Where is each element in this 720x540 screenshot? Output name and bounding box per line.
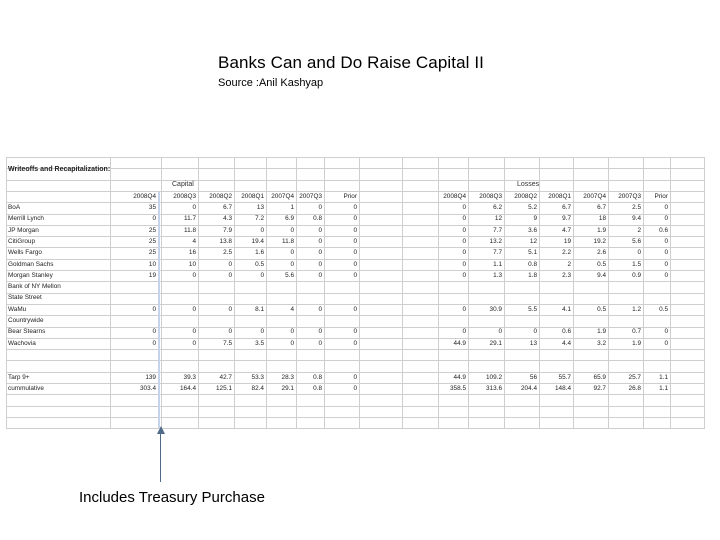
capital-value: 0 (260, 328, 264, 336)
losses-value: 0 (462, 237, 466, 245)
losses-value: 19.2 (593, 237, 606, 245)
losses-value: 5.2 (528, 204, 537, 211)
capital-value: 0 (318, 271, 322, 279)
slide-title: Banks Can and Do Raise Capital II (218, 53, 484, 72)
losses-value: 7.7 (493, 226, 502, 234)
capital-value: 0 (192, 271, 196, 279)
capital-value: 0 (318, 305, 322, 313)
losses-period-header: 2008Q3 (479, 193, 502, 200)
capital-value: 0 (228, 271, 232, 279)
grid-line-h (6, 191, 704, 192)
capital-value: 0 (353, 373, 357, 381)
capital-value: 0 (318, 249, 322, 257)
capital-period-header: 2008Q4 (133, 193, 156, 200)
losses-value: 358.5 (450, 384, 466, 392)
capital-value: 0 (290, 339, 294, 347)
losses-value: 92.7 (593, 384, 606, 392)
losses-value: 2 (567, 260, 571, 268)
capital-value: 0 (152, 215, 156, 223)
losses-value: 26.8 (628, 384, 641, 392)
losses-value: 0.8 (528, 260, 537, 268)
capital-value: 0 (318, 328, 322, 336)
arrow-line (160, 432, 161, 482)
losses-value: 2 (637, 226, 641, 234)
losses-value: 1.1 (493, 260, 502, 268)
losses-value: 0 (462, 204, 466, 211)
losses-value: 1.9 (632, 339, 641, 347)
capital-value: 1 (290, 204, 294, 211)
bank-name: Wells Fargo (8, 249, 42, 257)
losses-value: 0.5 (659, 305, 668, 313)
capital-value: 0 (260, 271, 264, 279)
losses-value: 19 (563, 237, 571, 245)
losses-value: 0.6 (562, 328, 571, 336)
losses-value: 13 (529, 339, 537, 347)
bank-name: Goldman Sachs (8, 260, 54, 268)
losses-value: 7.7 (493, 249, 502, 257)
losses-value: 9 (533, 215, 537, 223)
capital-value: 7.2 (255, 215, 264, 223)
losses-value: 0 (462, 260, 466, 268)
capital-value: 11.7 (184, 215, 196, 223)
capital-period-header: 2007Q4 (271, 193, 294, 200)
bank-name: Morgan Stanley (8, 271, 53, 279)
losses-period-header: 2007Q3 (618, 193, 641, 200)
capital-value: 0 (318, 204, 322, 211)
losses-value: 9.4 (632, 215, 641, 223)
capital-value: 6.9 (285, 215, 294, 223)
selected-column-highlight (158, 192, 160, 428)
capital-value: 0 (318, 226, 322, 234)
capital-value: 0 (192, 305, 196, 313)
losses-value: 0 (664, 237, 668, 245)
losses-value: 44.9 (453, 339, 466, 347)
losses-value: 4.4 (562, 339, 571, 347)
capital-value: 13.8 (219, 237, 232, 245)
capital-value: 0.8 (313, 384, 322, 392)
losses-value: 0 (462, 215, 466, 223)
grid-line-h (6, 180, 704, 181)
losses-value: 0 (637, 249, 641, 257)
losses-value: 0.6 (659, 226, 668, 234)
losses-value: 25.7 (628, 373, 641, 381)
capital-value: 19.4 (251, 237, 264, 245)
bank-name: Bear Stearns (8, 328, 46, 336)
capital-value: 164.4 (180, 384, 196, 392)
capital-value: 0 (290, 260, 294, 268)
slide-source: Source :Anil Kashyap (218, 77, 324, 89)
losses-value: 0 (462, 271, 466, 279)
capital-value: 0 (353, 384, 357, 392)
capital-value: 35 (148, 204, 156, 211)
capital-value: 42.7 (219, 373, 232, 381)
bank-name: Countrywide (8, 317, 44, 324)
losses-value: 0 (498, 328, 502, 336)
capital-value: 11.8 (184, 226, 196, 234)
grid-line-h (6, 168, 704, 169)
capital-value: 0 (192, 328, 196, 336)
grid-line-h (6, 281, 704, 282)
capital-value: 7.5 (223, 339, 232, 347)
losses-section-label: Losses (517, 181, 540, 188)
capital-value: 0 (353, 226, 357, 234)
capital-value: 139 (145, 373, 156, 381)
capital-value: 29.1 (281, 384, 294, 392)
capital-section-label: Capital (172, 181, 194, 188)
capital-value: 0 (290, 226, 294, 234)
losses-value: 109.2 (486, 373, 502, 381)
losses-value: 204.4 (521, 384, 537, 392)
capital-value: 0 (353, 215, 357, 223)
losses-value: 148.4 (555, 384, 571, 392)
losses-value: 2.5 (632, 204, 641, 211)
capital-period-header: 2008Q1 (241, 193, 264, 200)
grid-line-h (6, 293, 704, 294)
losses-period-header: Prior (654, 193, 668, 200)
capital-value: 0 (290, 328, 294, 336)
losses-value: 29.1 (489, 339, 502, 347)
capital-value: 25 (148, 237, 156, 245)
grid-line-h (6, 428, 704, 429)
bank-name: WaMu (8, 305, 27, 313)
capital-value: 0 (353, 260, 357, 268)
losses-period-header: 2008Q4 (443, 193, 466, 200)
capital-value: 0 (192, 339, 196, 347)
losses-value: 3.2 (597, 339, 606, 347)
capital-value: 13 (256, 204, 264, 211)
capital-value: 2.5 (223, 249, 232, 257)
capital-value: 16 (188, 249, 196, 257)
capital-value: 4.3 (223, 215, 232, 223)
losses-value: 55.7 (558, 373, 571, 381)
capital-value: 0 (353, 305, 357, 313)
capital-value: 0 (353, 328, 357, 336)
bank-name: Tarp 9+ (8, 373, 30, 381)
capital-value: 4 (290, 305, 294, 313)
losses-value: 13.2 (489, 237, 502, 245)
grid-line-h (6, 394, 704, 395)
losses-value: 1.3 (493, 271, 502, 279)
capital-value: 25 (148, 249, 156, 257)
capital-value: 0.8 (313, 215, 322, 223)
capital-value: 0 (152, 339, 156, 347)
capital-value: 53.3 (251, 373, 264, 381)
losses-value: 2.6 (597, 249, 606, 257)
losses-value: 4.7 (562, 226, 571, 234)
capital-value: 82.4 (251, 384, 264, 392)
capital-value: 0.5 (255, 260, 264, 268)
losses-value: 1.1 (659, 384, 668, 392)
losses-value: 0.5 (597, 260, 606, 268)
spreadsheet-screenshot (6, 157, 714, 434)
losses-value: 12 (494, 215, 502, 223)
capital-value: 0 (152, 305, 156, 313)
capital-value: 8.1 (255, 305, 264, 313)
capital-value: 125.1 (216, 384, 232, 392)
losses-value: 0 (462, 249, 466, 257)
grid-line-h (6, 417, 704, 418)
grid-line-h (6, 157, 704, 158)
spreadsheet-table (6, 157, 714, 434)
losses-value: 1.1 (659, 373, 668, 381)
losses-value: 4.1 (562, 305, 571, 313)
capital-value: 10 (188, 260, 196, 268)
losses-value: 0 (462, 305, 466, 313)
capital-period-header: 2007Q3 (299, 193, 322, 200)
losses-value: 5.1 (528, 249, 537, 257)
losses-period-header: 2007Q4 (583, 193, 606, 200)
capital-value: 19 (148, 271, 156, 279)
bank-name: JP Morgan (8, 226, 39, 234)
capital-period-header: Prior (343, 193, 357, 200)
capital-value: 10 (148, 260, 156, 268)
losses-value: 9.7 (562, 215, 571, 223)
capital-value: 0 (318, 237, 322, 245)
capital-value: 0 (353, 237, 357, 245)
capital-value: 0 (318, 260, 322, 268)
losses-value: 0 (664, 260, 668, 268)
capital-value: 28.3 (281, 373, 294, 381)
capital-period-header: 2008Q2 (209, 193, 232, 200)
capital-value: 5.6 (285, 271, 294, 279)
capital-value: 1.6 (255, 249, 264, 257)
capital-value: 0 (228, 260, 232, 268)
losses-value: 6.2 (493, 204, 502, 211)
losses-value: 56 (529, 373, 537, 381)
losses-value: 0.5 (597, 305, 606, 313)
losses-period-header: 2008Q1 (548, 193, 571, 200)
losses-value: 5.6 (632, 237, 641, 245)
capital-value: 0 (290, 249, 294, 257)
treasury-note: Includes Treasury Purchase (79, 489, 265, 506)
losses-value: 1.5 (632, 260, 641, 268)
losses-value: 6.7 (597, 204, 606, 211)
capital-value: 0 (318, 339, 322, 347)
bank-name: Wachovia (8, 339, 36, 347)
losses-value: 6.7 (562, 204, 571, 211)
bank-name: Merrill Lynch (8, 215, 44, 223)
losses-value: 9.4 (597, 271, 606, 279)
losses-value: 0 (462, 328, 466, 336)
grid-line-h (6, 360, 704, 361)
losses-value: 3.6 (528, 226, 537, 234)
capital-value: 11.8 (282, 237, 294, 245)
bank-name: State Street (8, 294, 42, 302)
table-title: Writeoffs and Recapitalization: (8, 166, 111, 173)
losses-value: 0 (462, 226, 466, 234)
losses-value: 313.6 (486, 384, 502, 392)
capital-value: 0.8 (313, 373, 322, 381)
losses-value: 0 (664, 339, 668, 347)
losses-value: 0 (533, 328, 537, 336)
capital-value: 25 (148, 226, 156, 234)
capital-value: 3.5 (255, 339, 264, 347)
losses-value: 1.9 (597, 226, 606, 234)
losses-value: 5.5 (528, 305, 537, 313)
capital-value: 0 (228, 305, 232, 313)
capital-value: 0 (353, 271, 357, 279)
losses-value: 1.2 (632, 305, 641, 313)
losses-period-header: 2008Q2 (514, 193, 537, 200)
capital-value: 6.7 (223, 204, 232, 211)
capital-value: 39.3 (183, 373, 196, 381)
losses-value: 0.9 (632, 271, 641, 279)
losses-value: 65.9 (593, 373, 606, 381)
losses-value: 18 (598, 215, 606, 223)
grid-line-h (6, 349, 704, 350)
losses-value: 0 (664, 204, 668, 211)
capital-value: 7.9 (223, 226, 232, 234)
losses-value: 44.9 (453, 373, 466, 381)
grid-line-h (6, 315, 704, 316)
bank-name: CitiGroup (8, 237, 35, 245)
losses-value: 2.3 (562, 271, 571, 279)
capital-value: 0 (192, 204, 196, 211)
capital-value: 0 (353, 249, 357, 257)
capital-value: 303.4 (140, 384, 156, 392)
capital-period-header: 2008Q3 (173, 193, 196, 200)
losses-value: 0 (664, 215, 668, 223)
grid-line-h (6, 406, 704, 407)
losses-value: 1.9 (597, 328, 606, 336)
losses-value: 30.9 (489, 305, 502, 313)
losses-value: 2.2 (562, 249, 571, 257)
losses-value: 0 (664, 328, 668, 336)
capital-value: 0 (260, 226, 264, 234)
capital-value: 0 (353, 339, 357, 347)
losses-value: 0 (664, 249, 668, 257)
losses-value: 1.8 (528, 271, 537, 279)
capital-value: 0 (353, 204, 357, 211)
losses-value: 0.7 (632, 328, 641, 336)
capital-value: 4 (192, 237, 196, 245)
bank-name: BoA (8, 204, 21, 211)
bank-name: cummulative (8, 384, 44, 392)
capital-value: 0 (228, 328, 232, 336)
bank-name: Bank of NY Mellon (8, 283, 61, 291)
grid-line-v (704, 157, 705, 429)
losses-value: 0 (664, 271, 668, 279)
losses-value: 12 (529, 237, 537, 245)
capital-value: 0 (152, 328, 156, 336)
